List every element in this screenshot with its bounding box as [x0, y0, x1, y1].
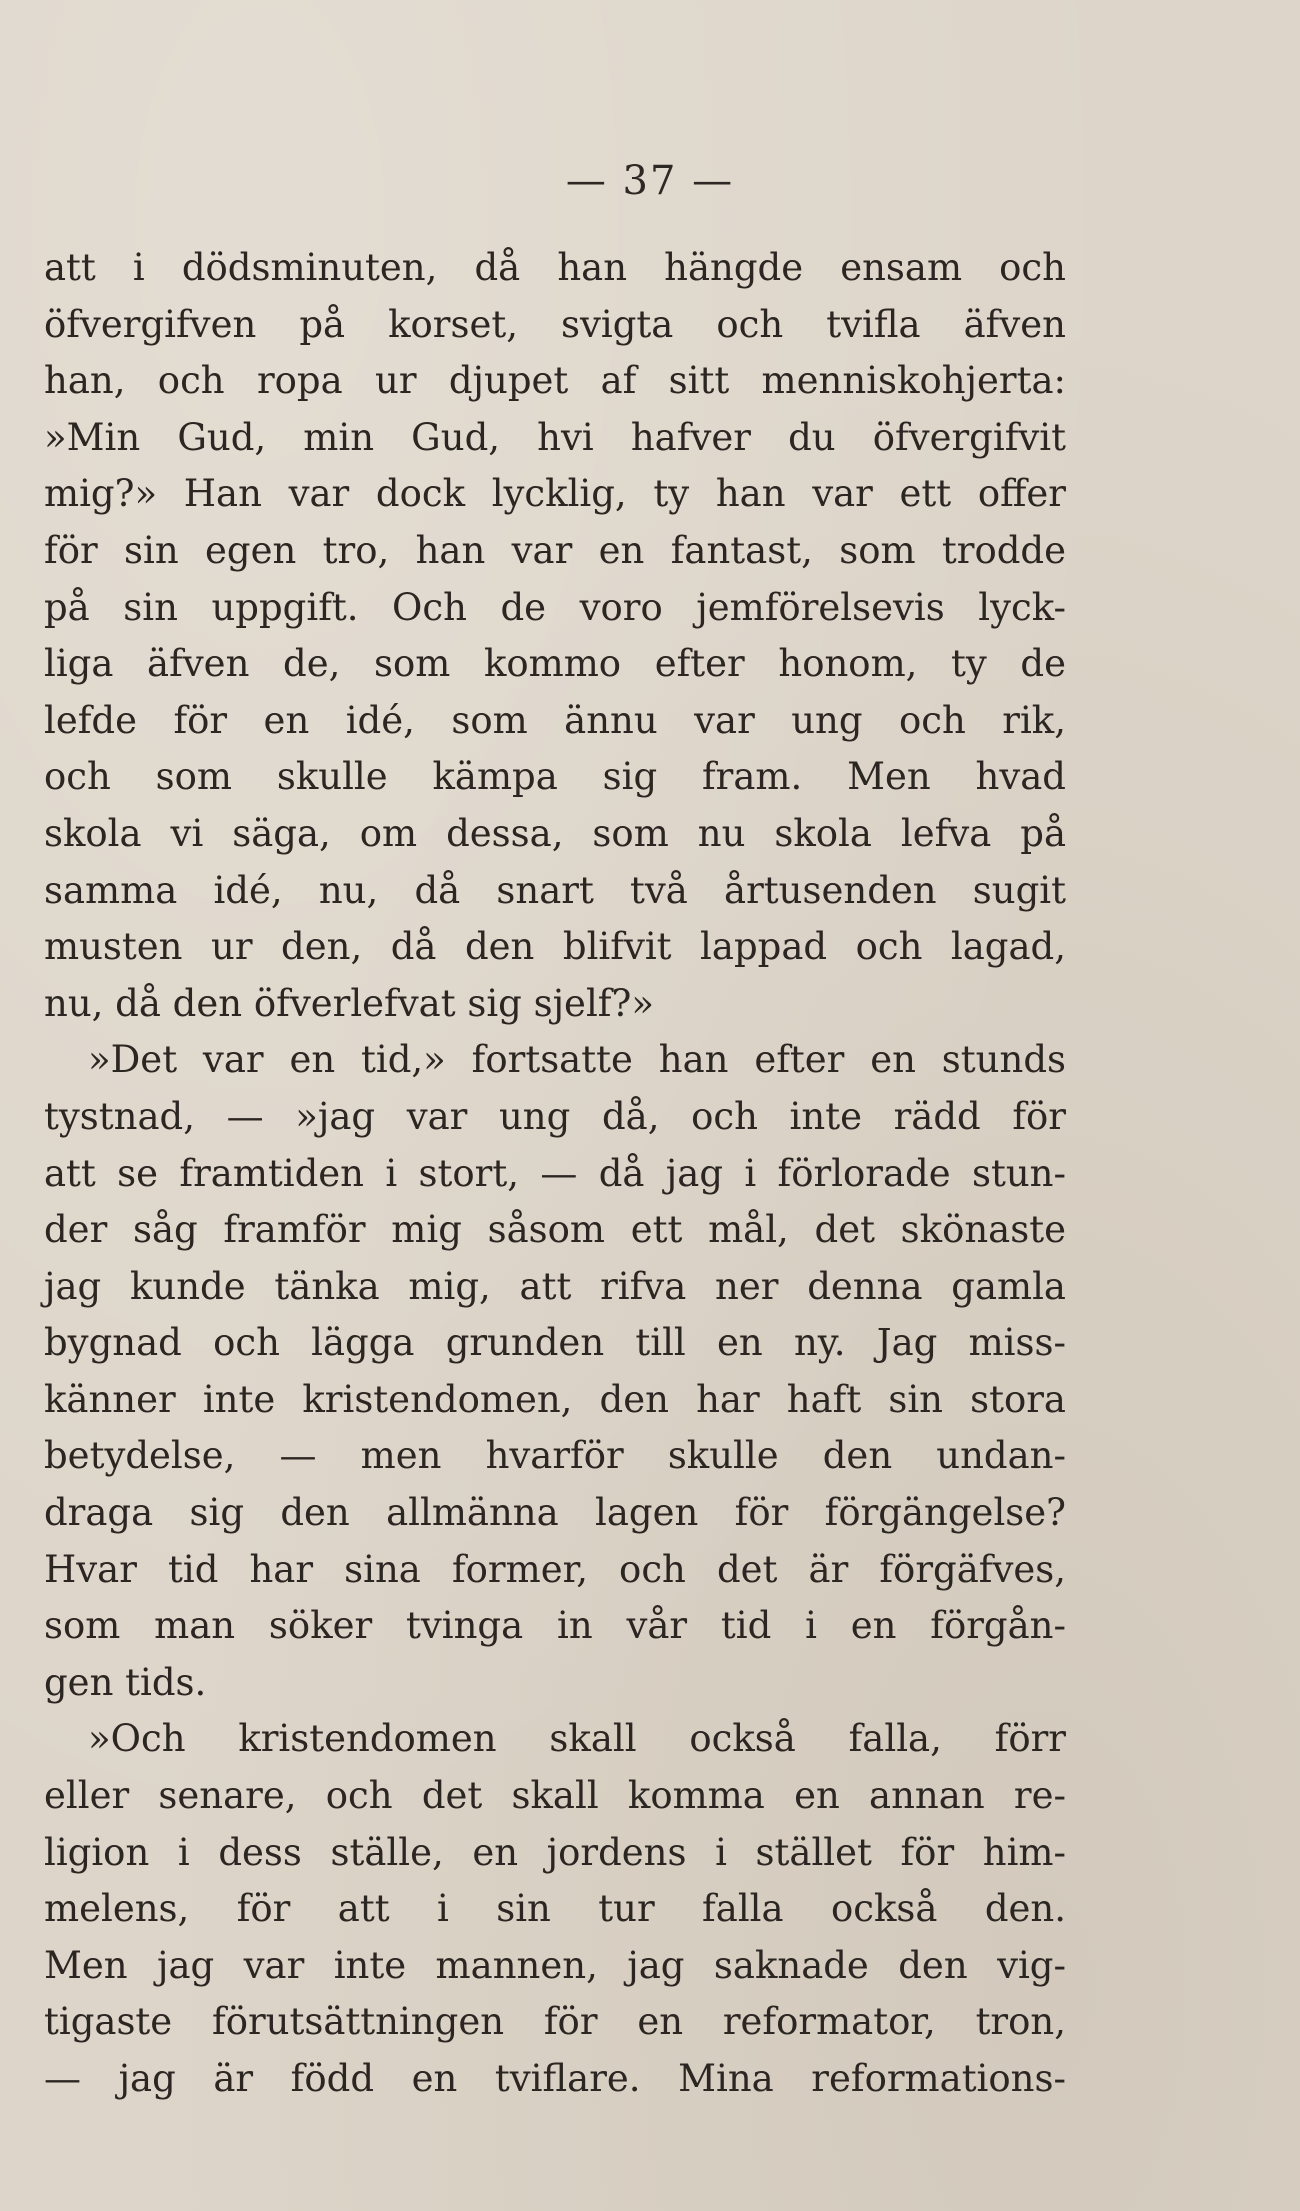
text-line: på sin uppgift. Och de voro jemförelsevis lyck- [44, 585, 1066, 629]
text-line: som man söker tvinga in vår tid i en förgån- [44, 1604, 1066, 1648]
text-line: eller senare, och det skall komma en annan re- [44, 1774, 1066, 1818]
text-line: bygnad och lägga grunden till en ny. Jag miss- [44, 1321, 1066, 1365]
text-line: liga äfven de, som kommo efter honom, ty de [44, 642, 1066, 686]
text-line: — jag är född en tviflare. Mina reformations- [44, 2057, 1066, 2100]
page-number: — 37 — [565, 158, 735, 204]
text-line: »Min Gud, min Gud, hvi hafver du öfvergifvit [44, 415, 1066, 459]
body-text [44, 240, 1066, 2108]
text-line: »Det var en tid,» fortsatte han efter en stunds [88, 1038, 1066, 1082]
text-line: öfvergifven på korset, svigta och tvifla äfven [44, 302, 1066, 346]
text-line: skola vi säga, om dessa, som nu skola lefva på [44, 811, 1066, 855]
text-line: för sin egen tro, han var en fantast, som trodde [44, 528, 1066, 572]
text-line: gen tids. [44, 1660, 207, 1704]
text-line: nu, då den öfverlefvat sig sjelf?» [44, 981, 654, 1025]
text-line: musten ur den, då den blifvit lappad och lagad, [44, 925, 1066, 969]
text-line: Hvar tid har sina former, och det är förgäfves, [44, 1547, 1066, 1591]
text-line: att i dödsminuten, då han hängde ensam och [44, 246, 1066, 289]
text-line: melens, för att i sin tur falla också den. [44, 1887, 1066, 1931]
text-line: mig?» Han var dock lycklig, ty han var ett offer [44, 472, 1066, 516]
text-line: att se framtiden i stort, — då jag i förlorade stun- [44, 1151, 1066, 1195]
text-line: tigaste förutsättningen för en reformator, tron, [44, 2000, 1066, 2044]
text-line: tystnad, — »jag var ung då, och inte rädd för [44, 1094, 1066, 1138]
text-line: och som skulle kämpa sig fram. Men hvad [44, 755, 1066, 799]
text-line: der såg framför mig såsom ett mål, det skönaste [44, 1208, 1066, 1252]
text-line: känner inte kristendomen, den har haft sin stora [44, 1377, 1066, 1421]
text-line: betydelse, — men hvarför skulle den undan- [44, 1434, 1066, 1478]
text-line: lefde för en idé, som ännu var ung och rik, [44, 698, 1066, 742]
text-line: jag kunde tänka mig, att rifva ner denna gamla [44, 1264, 1066, 1308]
text-line: ligion i dess ställe, en jordens i stället för him- [44, 1830, 1066, 1874]
text-line: Men jag var inte mannen, jag saknade den vig- [44, 1943, 1066, 1987]
text-line: han, och ropa ur djupet af sitt menniskohjerta: [44, 359, 1066, 403]
text-line: draga sig den allmänna lagen för förgängelse? [44, 1491, 1066, 1535]
text-line: »Och kristendomen skall också falla, förr [88, 1717, 1066, 1761]
text-line: samma idé, nu, då snart två årtusenden sugit [44, 868, 1066, 912]
